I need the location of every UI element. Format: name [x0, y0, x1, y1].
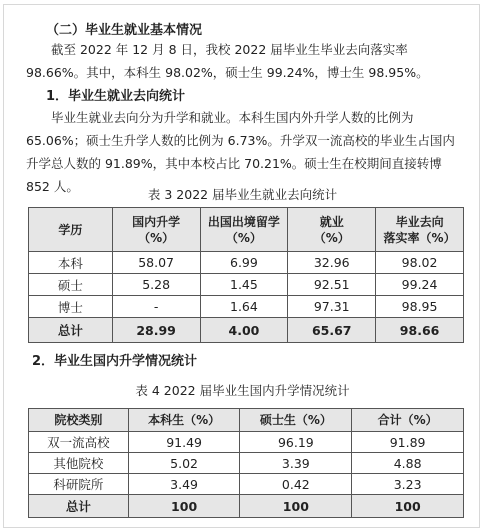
header-cell [288, 208, 376, 252]
domestic-study-table [28, 408, 464, 518]
total-cell: 100 [128, 495, 240, 518]
table-cell: 本科 [29, 252, 113, 274]
table-cell: 3.23 [352, 474, 464, 495]
table-cell: 91.49 [128, 432, 240, 453]
total-cell: 98.66 [376, 318, 464, 343]
table-cell: 92.51 [288, 274, 376, 296]
sub-heading-employment: 1．毕业生就业去向统计 [46, 89, 186, 104]
intro-paragraph: 截至 2022 年 12 月 8 日，我校 2022 届毕业生毕业去向落实率 98.66%。其中，本科生 98.02%，硕士生 99.24%，博士生 98.95%。 [26, 42, 429, 80]
table-header-row [29, 409, 464, 432]
table-cell: 硕士 [29, 274, 113, 296]
document-page [3, 4, 480, 528]
table-cell: 4.88 [352, 453, 464, 474]
table-cell: 其他院校 [29, 453, 129, 474]
table-cell: 3.49 [128, 474, 240, 495]
table-cell: 5.28 [112, 274, 200, 296]
table-cell: 97.31 [288, 296, 376, 318]
header-cell: 院校类别 [29, 409, 129, 432]
total-cell: 100 [240, 495, 352, 518]
table-cell: 32.96 [288, 252, 376, 274]
header-cell: 硕士生（%） [240, 409, 352, 432]
total-cell: 4.00 [200, 318, 288, 343]
table-row [29, 432, 464, 453]
total-cell: 28.99 [112, 318, 200, 343]
table-row [29, 252, 464, 274]
employment-paragraph: 毕业生就业去向分为升学和就业。本科生国内外升学人数的比例为 65.06%；硕士生升学人数的比例为 6.73%。升学双一流高校的毕业生占国内升学总人数的 91.89%，其中本校占比 70.21%。硕士生在校期间直接转博 852 人。 [26, 110, 455, 194]
table-cell: 1.45 [200, 274, 288, 296]
table-row [29, 474, 464, 495]
table-header-row [29, 208, 464, 252]
header-line: 国内升学 （%） [132, 214, 181, 245]
total-cell: 总计 [29, 495, 129, 518]
sub-heading-domestic-study: 2．毕业生国内升学情况统计 [32, 354, 198, 369]
table-cell: 58.07 [112, 252, 200, 274]
table-cell: 科研院所 [29, 474, 129, 495]
header-line: 就业 （%） [313, 214, 350, 245]
table-cell: 98.02 [376, 252, 464, 274]
table-cell: 91.89 [352, 432, 464, 453]
table-cell: 双一流高校 [29, 432, 129, 453]
table-cell: 1.64 [200, 296, 288, 318]
header-cell [376, 208, 464, 252]
table-cell: 3.39 [240, 453, 352, 474]
table-cell: 99.24 [376, 274, 464, 296]
header-cell: 本科生（%） [128, 409, 240, 432]
header-cell [200, 208, 288, 252]
table-row [29, 296, 464, 318]
header-line: 毕业去向 落实率（%） [383, 214, 456, 245]
table-cell: 博士 [29, 296, 113, 318]
table3-caption: 表 3 2022 届毕业生就业去向统计 [147, 187, 338, 202]
header-cell [112, 208, 200, 252]
total-row [29, 495, 464, 518]
header-cell: 合计（%） [352, 409, 464, 432]
table-cell: - [112, 296, 200, 318]
table-cell: 5.02 [128, 453, 240, 474]
table4-caption: 表 4 2022 届毕业生国内升学情况统计 [135, 383, 350, 398]
total-row [29, 318, 464, 343]
header-cell: 学历 [29, 208, 113, 252]
employment-destination-table [28, 207, 464, 343]
table-row [29, 274, 464, 296]
table-row [29, 453, 464, 474]
table-cell: 98.95 [376, 296, 464, 318]
section-heading: （二）毕业生就业基本情况 [46, 23, 203, 38]
total-cell: 65.67 [288, 318, 376, 343]
table-cell: 96.19 [240, 432, 352, 453]
total-cell: 总计 [29, 318, 113, 343]
table-cell: 6.99 [200, 252, 288, 274]
total-cell: 100 [352, 495, 464, 518]
header-line: 出国出境留学 （%） [207, 214, 280, 245]
table-cell: 0.42 [240, 474, 352, 495]
